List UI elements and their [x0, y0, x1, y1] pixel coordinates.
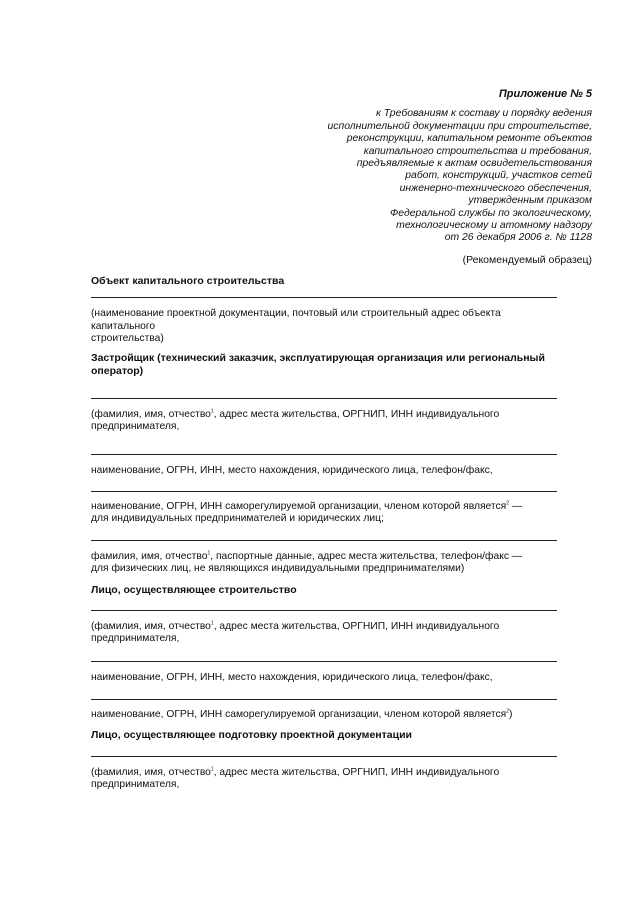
hint-text: для индивидуальных предпринимателей и юридических лиц;	[91, 513, 384, 525]
designer-hint-individual	[91, 767, 557, 791]
footnote-marker: 2	[506, 500, 510, 507]
builder-fill-line-3[interactable]	[91, 699, 557, 700]
header-line: исполнительной документации при строительстве,	[327, 120, 592, 132]
hint-text: для физических лиц, не являющихся индивидуальными предпринимателями)	[91, 563, 465, 575]
object-hint-line: строительства)	[91, 332, 164, 344]
hint-text: , паспортные данные, адрес места жительства, телефон/факс —	[210, 551, 523, 563]
appendix-title: Приложение № 5	[498, 88, 592, 100]
header-line: технологическому и атомному надзору	[396, 220, 592, 232]
builder-fill-line-1[interactable]	[91, 610, 557, 611]
developer-hint-sro	[91, 501, 557, 525]
hint-text: , адрес места жительства, ОРГНИП, ИНН индивидуального	[213, 621, 500, 633]
developer-hint-individual	[91, 409, 557, 433]
hint-text: )	[509, 708, 513, 720]
developer-section-title: Застройщик (технический заказчик, эксплуатирующая организация или региональный оператор)	[91, 352, 545, 377]
object-hint-line: (наименование проектной документации, почтовый или строительный адрес объекта	[91, 308, 501, 320]
hint-text: фамилия, имя, отчество	[91, 551, 208, 563]
hint-text: предпринимателя,	[91, 633, 180, 645]
hint-text: (фамилия, имя, отчество	[91, 621, 211, 633]
builder-hint-individual	[91, 621, 557, 645]
hint-text: (фамилия, имя, отчество	[91, 766, 211, 778]
hint-text: наименование, ОГРН, ИНН саморегулируемой организации, членом которой является	[91, 708, 507, 720]
developer-hint-person	[91, 551, 557, 575]
builder-hint-sro	[91, 709, 557, 721]
footnote-marker: 1	[210, 766, 214, 773]
designer-fill-line-1[interactable]	[91, 756, 557, 757]
footnote-marker: 1	[210, 408, 214, 415]
header-line: реконструкции, капитальном ремонте объектов	[346, 133, 592, 145]
header-line: от 26 декабря 2006 г. № 1128	[444, 232, 592, 244]
developer-hint-legal: наименование, ОГРН, ИНН, место нахождения, юридического лица, телефон/факс,	[91, 464, 493, 476]
developer-fill-line-3[interactable]	[91, 491, 557, 492]
footnote-marker: 1	[210, 620, 214, 627]
header-line: утвержденным приказом	[468, 195, 592, 207]
hint-text: —	[509, 500, 523, 512]
header-line: к Требованиям к составу и порядку ведения	[376, 108, 592, 120]
developer-fill-line-1[interactable]	[91, 398, 557, 399]
hint-text: , адрес места жительства, ОРГНИП, ИНН индивидуального	[213, 766, 500, 778]
form-body	[91, 275, 557, 791]
object-fill-line[interactable]	[91, 297, 557, 298]
header-line: предъявляемые к актам освидетельствования	[356, 158, 592, 170]
developer-fill-line-2[interactable]	[91, 454, 557, 455]
header-line: Федеральной службы по экологическому,	[390, 207, 592, 219]
footnote-marker: 2	[506, 708, 510, 715]
hint-text: наименование, ОГРН, ИНН саморегулируемой организации, членом которой является	[91, 500, 507, 512]
developer-fill-line-4[interactable]	[91, 540, 557, 541]
header-line: работ, конструкций, участков сетей	[405, 170, 592, 182]
header-line: инженерно-технического обеспечения,	[399, 182, 592, 194]
hint-text: (фамилия, имя, отчество	[91, 409, 211, 421]
hint-text: , адрес места жительства, ОРГНИП, ИНН индивидуального	[213, 409, 500, 421]
builder-fill-line-2[interactable]	[91, 661, 557, 662]
recommended-sample-note: (Рекомендуемый образец)	[462, 253, 592, 266]
header-line: капитального строительства и требования,	[363, 145, 592, 157]
hint-text: предпринимателя,	[91, 778, 180, 790]
object-hint-line: капитального	[91, 320, 156, 332]
builder-section-title: Лицо, осуществляющее строительство	[91, 583, 297, 596]
object-hint	[91, 308, 557, 345]
appendix-header	[91, 88, 592, 245]
builder-hint-legal: наименование, ОГРН, ИНН, место нахождения, юридического лица, телефон/факс,	[91, 671, 493, 683]
designer-section-title: Лицо, осуществляющее подготовку проектной документации	[91, 729, 412, 742]
hint-text: предпринимателя,	[91, 421, 180, 433]
footnote-marker: 1	[207, 550, 211, 557]
object-section-title: Объект капитального строительства	[91, 274, 285, 287]
